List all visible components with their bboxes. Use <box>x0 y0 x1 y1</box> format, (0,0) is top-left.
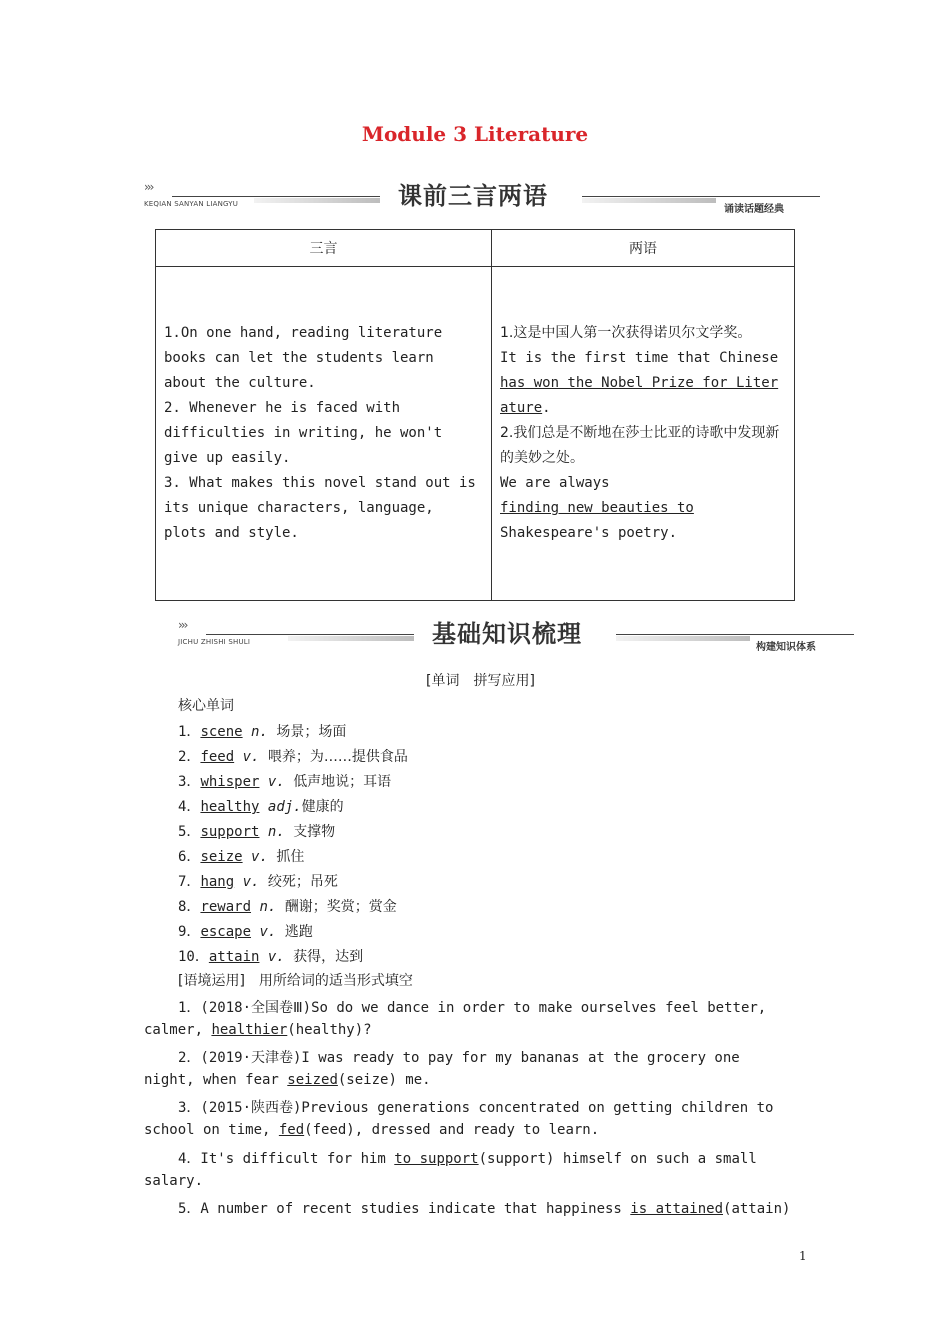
list-item: 1．scene n. 场景；场面 <box>178 724 347 740</box>
word: support <box>200 824 260 840</box>
sentence-text: We are always <box>500 475 610 491</box>
answer-blank: is attained <box>630 1201 724 1217</box>
table-header-left: 三言 <box>156 230 492 267</box>
section-title: [单词 拼写应用] <box>426 673 535 689</box>
answer-blank: finding new beauties to <box>500 500 694 516</box>
list-item: 8．reward n. 酬谢；奖赏；赏金 <box>178 899 397 915</box>
word: escape <box>200 924 252 940</box>
sentence: 1.On one hand, reading literature books can let the students learn about the culture. <box>164 325 443 391</box>
table-cell-right <box>492 267 795 601</box>
list-item: 7．hang v. 绞死；吊死 <box>178 874 338 890</box>
section-banner-preview <box>144 176 820 216</box>
exercise-line: school on time, fed(feed), dressed and ready to learn. <box>144 1122 600 1138</box>
table-header-right: 两语 <box>492 230 795 267</box>
chevrons-icon: ››› <box>144 180 153 194</box>
exercise-line: 4．It's difficult for him to support(support) himself on such a small <box>178 1151 757 1167</box>
sentence: 3. What makes this novel stand out is its unique characters, language, plots and style. <box>164 475 476 541</box>
list-item: 4．healthy adj.健康的 <box>178 799 344 815</box>
answer-blank: has won the Nobel Prize for Literature <box>500 375 779 416</box>
list-item: 3．whisper v. 低声地说；耳语 <box>178 774 392 790</box>
banner-heading: 课前三言两语 <box>398 182 548 210</box>
word: attain <box>208 949 260 965</box>
english-sentence <box>500 471 786 546</box>
word: healthy <box>200 799 260 815</box>
list-item: 9．escape v. 逃跑 <box>178 924 313 940</box>
word: feed <box>200 749 235 765</box>
answer-blank: fed <box>278 1122 305 1138</box>
section-banner-basics <box>178 614 854 654</box>
context-title: [语境运用] 用所给词的适当形式填空 <box>178 973 413 989</box>
exercise-line: salary. <box>144 1173 204 1189</box>
chevrons-icon: ››› <box>178 618 187 632</box>
exercise-line: calmer, healthier(healthy)? <box>144 1022 372 1038</box>
word: hang <box>200 874 235 890</box>
word: scene <box>200 724 243 740</box>
answer-blank: seized <box>287 1072 338 1088</box>
word: reward <box>200 899 252 915</box>
exercise-line: night, when fear seized(seize) me. <box>144 1072 431 1088</box>
phrases-table <box>155 229 795 601</box>
sentence: 2. Whenever he is faced with difficulties in writing, he won't give up easily. <box>164 400 443 466</box>
exercise-line: 5．A number of recent studies indicate that happiness is attained(attain) <box>178 1201 791 1217</box>
list-item: 6．seize v. 抓住 <box>178 849 305 865</box>
banner-subtitle: 构建知识体系 <box>756 642 816 653</box>
exercise-line: 2．(2019·天津卷)I was ready to pay for my bananas at the grocery one <box>178 1050 740 1066</box>
answer-blank: healthier <box>211 1022 288 1038</box>
banner-subtitle: 诵读话题经典 <box>724 204 784 215</box>
answer-blank: to support <box>394 1151 479 1167</box>
banner-pinyin: JICHU ZHISHI SHULI <box>178 638 251 646</box>
word: seize <box>200 849 243 865</box>
list-item: 2．feed v. 喂养；为……提供食品 <box>178 749 408 765</box>
banner-pinyin: KEQIAN SANYAN LIANGYU <box>144 200 239 208</box>
english-sentence <box>500 346 786 421</box>
banner-heading: 基础知识梳理 <box>432 620 582 648</box>
sentence-text: It is the first time that Chinese <box>500 350 779 366</box>
table-cell-left <box>156 267 492 601</box>
exercise-line: 3．(2015·陕西卷)Previous generations concentrated on getting children to <box>178 1100 774 1116</box>
sentence-text: . <box>542 400 551 416</box>
core-words-title: 核心单词 <box>178 698 234 714</box>
chinese-sentence: 1.这是中国人第一次获得诺贝尔文学奖。 <box>500 325 752 341</box>
exercise-line: 1．(2018·全国卷Ⅲ)So do we dance in order to make ourselves feel better, <box>178 1000 767 1016</box>
word: whisper <box>200 774 260 790</box>
list-item: 5．support n. 支撑物 <box>178 824 336 840</box>
list-item: 10．attain v. 获得，达到 <box>178 949 364 965</box>
word-list <box>178 720 408 970</box>
page-title: Module 3 Literature <box>361 122 589 146</box>
chinese-sentence: 2.我们总是不断地在莎士比亚的诗歌中发现新的美妙之处。 <box>500 425 780 466</box>
sentence-text: Shakespeare's poetry. <box>500 525 678 541</box>
page-number: 1 <box>799 1249 807 1263</box>
